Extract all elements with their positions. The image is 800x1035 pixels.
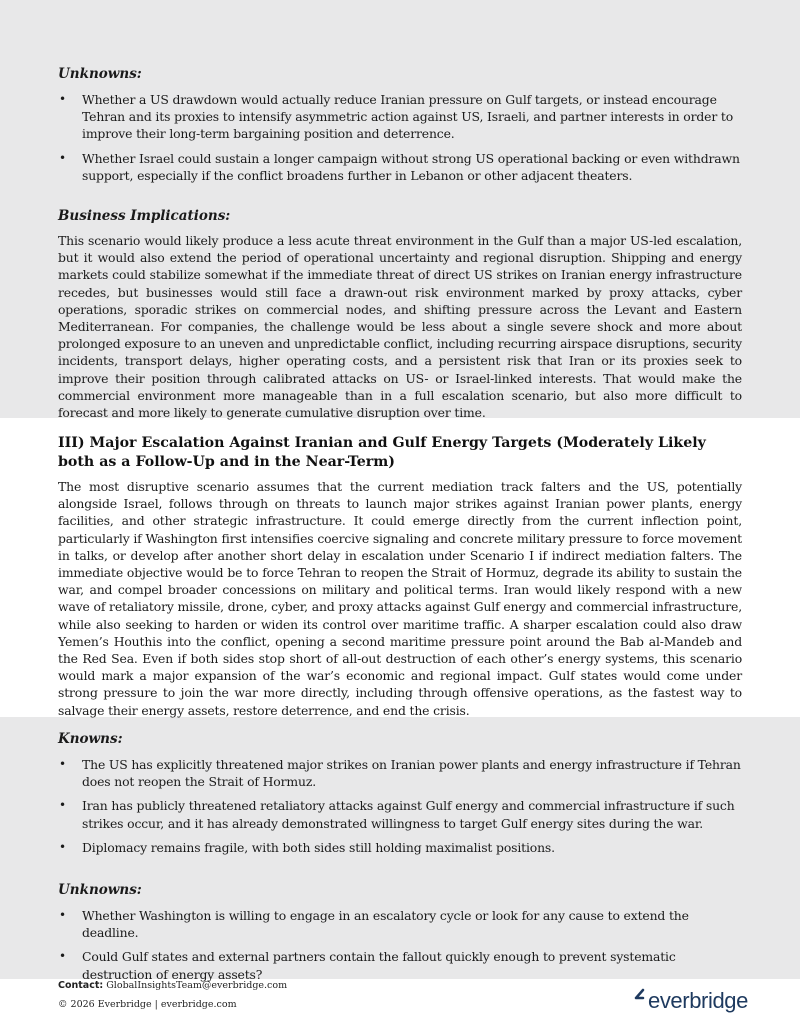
unknowns-label: Unknowns:: [58, 66, 142, 82]
unknowns-list: [58, 91, 742, 184]
knowns-section: [58, 731, 742, 863]
unknowns-list: [58, 907, 742, 983]
list-item: • Whether a US drawdown would actually reduce Iranian pressure on Gulf targets, or instead encourage Tehran and its proxies to intensify asymmetric action against US, Israeli, and partner interests in order to improve their long-term bargaining position and deterrence.: [59, 92, 734, 142]
list-item: • Whether Washington is willing to engage in an escalatory cycle or look for any cause to extend the deadline.: [59, 908, 689, 941]
section-body: The most disruptive scenario assumes that the current mediation track falters and the US, potentially alongside Israel, follows through on threats to launch major strikes against Iranian power plants, energy facilities, and other strategic infrastructure. It could emerge directly from the current inflection point, particularly if Washington first intensifies coercive signaling and concrete military pressure to force movement in talks, or develop after another short delay in escalation under Scenario I if indirect mediation falters. The immediate objective would be to force Tehran to reopen the Strait of Hormuz, degrade its ability to sustain the war, and compel broader concessions on military and political terms. Iran would likely respond with a new wave of retaliatory missile, drone, cyber, and proxy attacks against Gulf energy and commercial infrastructure, while also seeking to harden or widen its control over maritime traffic. A sharper escalation could also draw Yemen’s Houthis into the conflict, opening a second maritime pressure point around the Bab al-Mandeb and the Red Sea. Even if both sides stop short of all-out destruction of each other’s energy systems, this scenario would mark a major expansion of the war’s economic and regional impact. Gulf states would come under strong pressure to join the war more directly, including through offensive operations, as the fastest way to salvage their energy assets, restore deterrence, and end the crisis.: [58, 479, 742, 718]
list-item: • Could Gulf states and external partners contain the fallout quickly enough to prevent systematic destruction of energy assets?: [59, 949, 676, 982]
everbridge-logo: [634, 987, 754, 1017]
list-item: • Whether Israel could sustain a longer campaign without strong US operational backing or even withdrawn support, especially if the conflict broadens further in Lebanon or other adjacent theaters.: [59, 150, 740, 183]
copyright-text: © 2026 Everbridge: [58, 999, 152, 1010]
business-implications-text: This scenario would likely produce a less acute threat environment in the Gulf than a major US-led escalation, but it would also extend the period of operational uncertainty and regional disruption. Shipping and energy markets could stabilize somewhat if the immediate threat of direct US strikes on Iranian energy infrastructure recedes, but businesses would still face a drawn-out risk environment marked by proxy attacks, cyber operations, sporadic strikes on commercial nodes, and shifting pressure across the Levant and Eastern Mediterranean. For companies, the challenge would be less about a single severe shock and more about prolonged exposure to an uneven and unpredictable conflict, including recurring airspace disruptions, security incidents, transport delays, higher operating costs, and a persistent risk that Iran or its proxies seek to improve their position through calibrated attacks on US- or Israel-linked interests. That would make the commercial environment more manageable than in a full escalation scenario, but also more difficult to forecast and more likely to generate cumulative disruption over time.: [58, 233, 743, 421]
knowns-list: [58, 756, 742, 856]
section-3: [58, 434, 742, 719]
business-implications-section: [58, 208, 742, 421]
footer-copyright: [58, 999, 237, 1010]
list-item: • Diplomacy remains fragile, with both sides still holding maximalist positions.: [59, 839, 555, 855]
list-item: • Iran has publicly threatened retaliatory attacks against Gulf energy and commercial infrastructure if such strikes occur, and it has already demonstrated willingness to target Gulf energy sites during the war.: [59, 798, 735, 831]
footer-contact: [58, 980, 287, 991]
unknowns-label: Unknowns:: [58, 882, 142, 898]
contact-label: Contact:: [58, 980, 104, 991]
contact-email[interactable]: GlobalInsightsTeam@everbridge.com: [106, 980, 288, 991]
knowns-label: Knowns:: [58, 731, 123, 747]
footer-separator: |: [154, 999, 158, 1010]
section-heading: III) Major Escalation Against Iranian and Gulf Energy Targets (Moderately Likely both as a Follow-Up and in the Near-Term): [58, 435, 706, 470]
unknowns-section-2: [58, 66, 742, 191]
unknowns-section-3: [58, 882, 742, 990]
logo-text: everbridge: [648, 988, 748, 1013]
business-implications-label: Business Implications:: [58, 208, 231, 224]
website-link[interactable]: everbridge.com: [160, 999, 237, 1010]
list-item: • The US has explicitly threatened major strikes on Iranian power plants and energy infrastructure if Tehran does not reopen the Strait of Hormuz.: [59, 757, 741, 790]
